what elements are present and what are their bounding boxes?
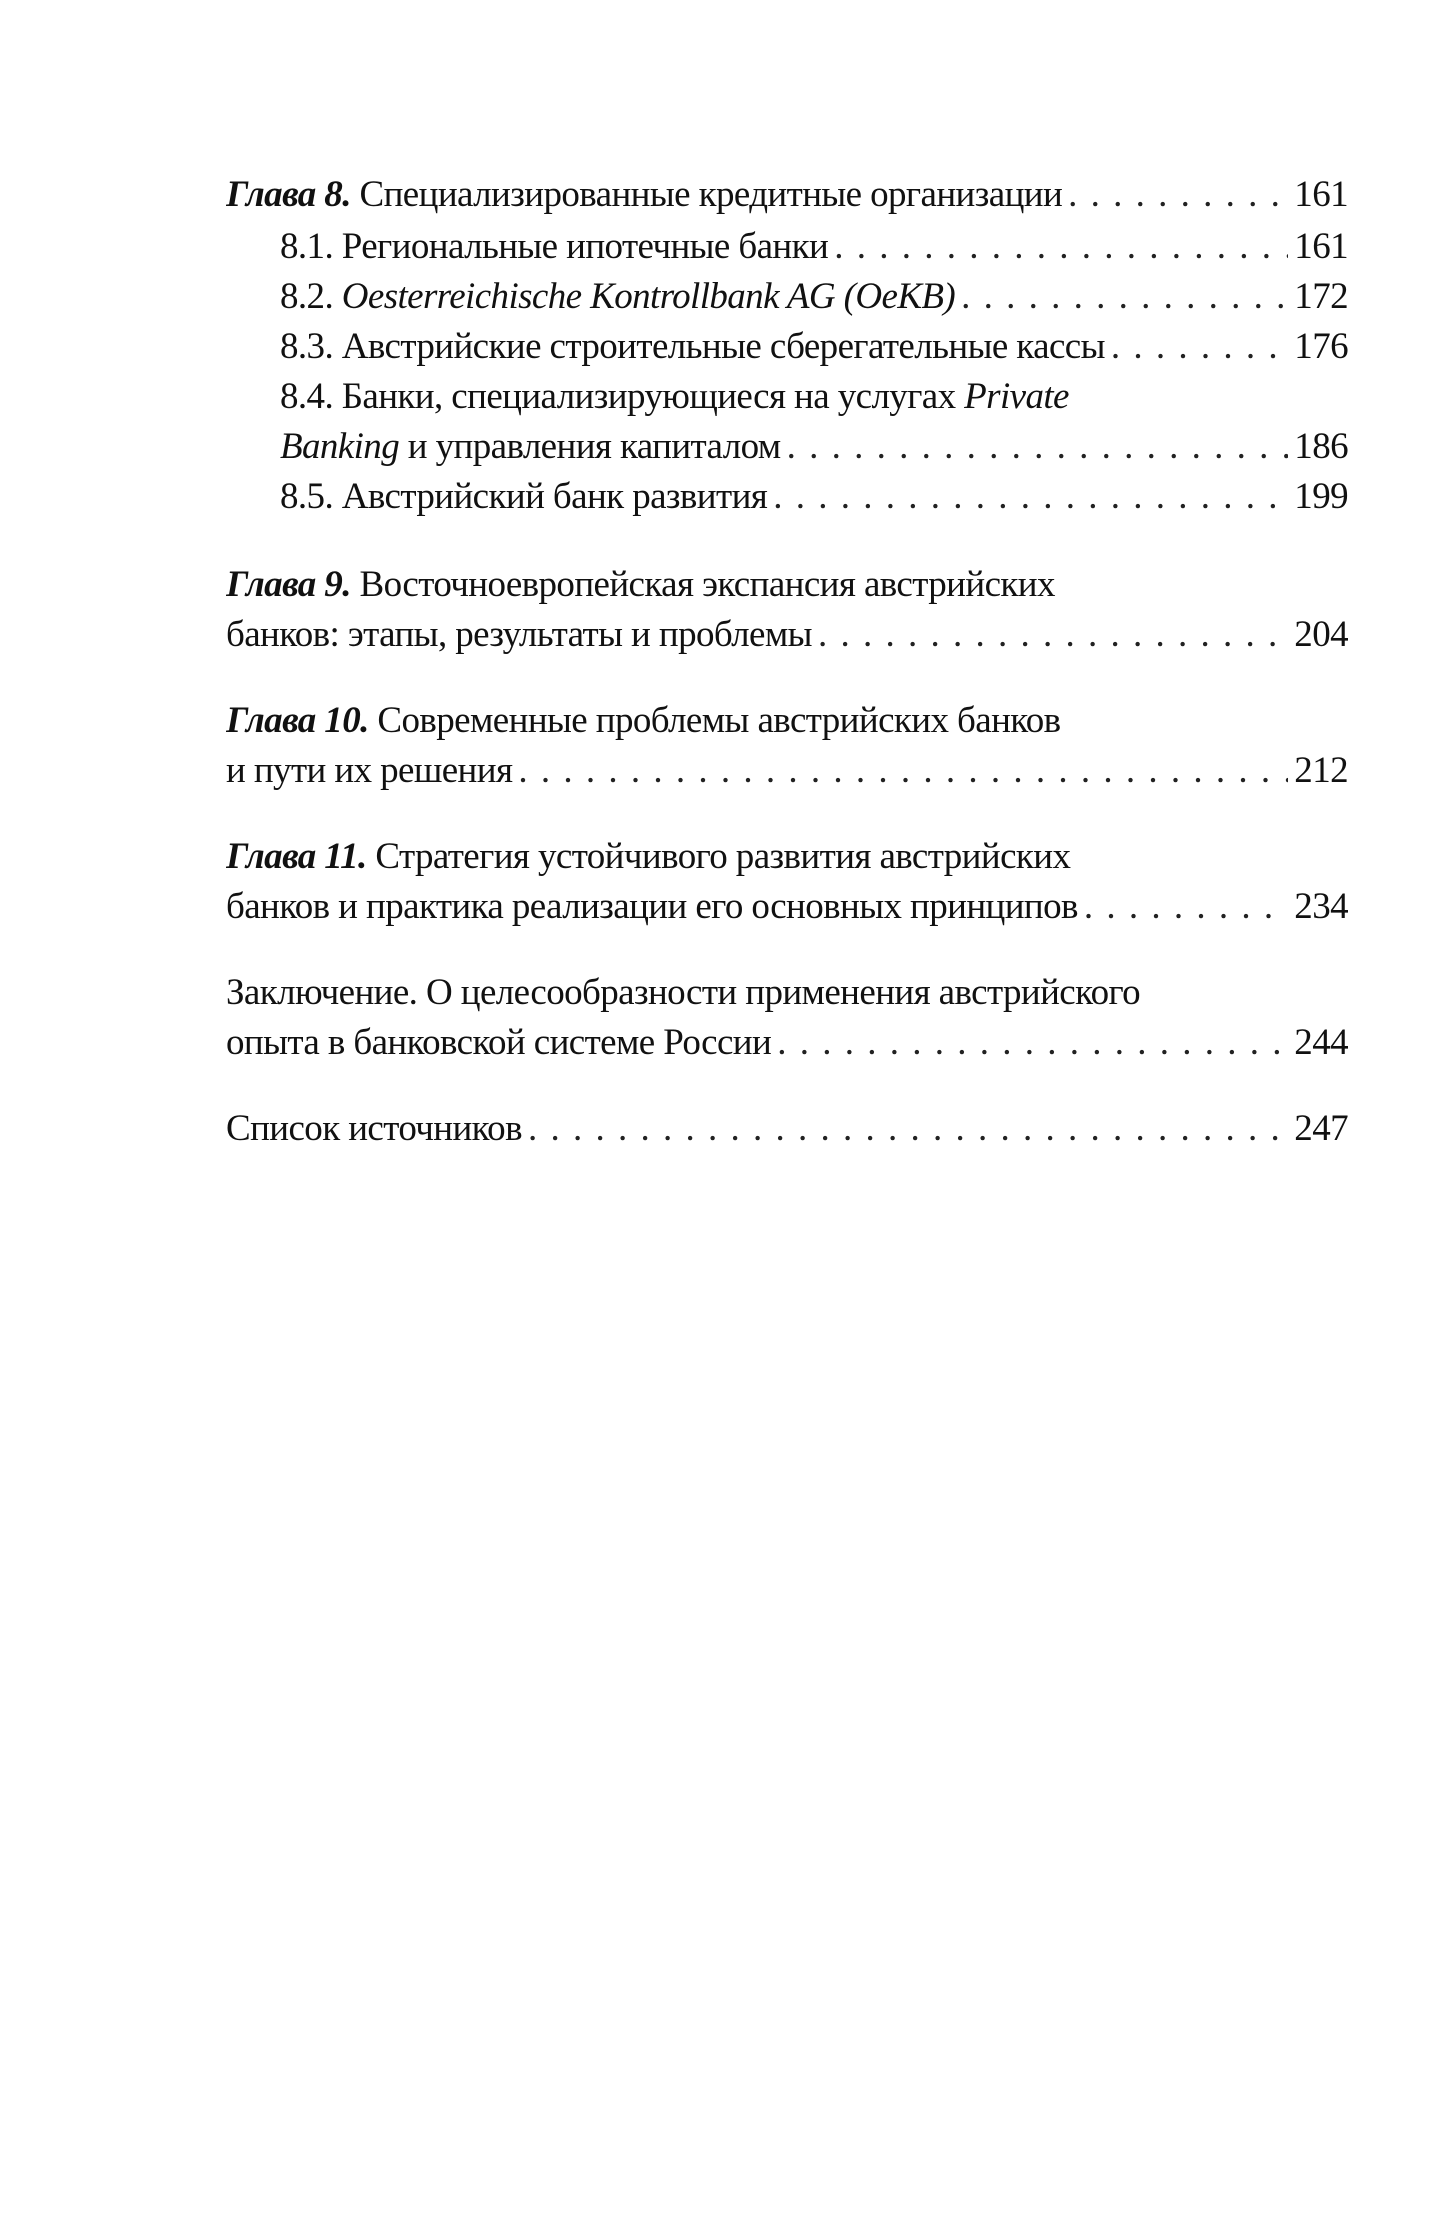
dot-leader — [1111, 322, 1288, 372]
page-number: 234 — [1294, 886, 1348, 927]
toc-entry[interactable] — [280, 472, 1348, 522]
dot-leader — [1068, 170, 1288, 220]
chapter-title: банков и практика реализации его основных принципов — [226, 886, 1078, 927]
toc-entry[interactable] — [226, 1104, 1348, 1154]
section-title: 8.4. Банки, специализирующиеся на услугах — [280, 376, 956, 417]
dot-leader — [777, 1018, 1288, 1068]
chapter-title: Восточноевропейская экспансия австрийских — [359, 564, 1055, 605]
section-number: 8.2. — [280, 276, 334, 317]
page-number: 161 — [1294, 174, 1348, 215]
section-title: и управления капиталом — [407, 426, 781, 467]
page-number: 172 — [1294, 276, 1348, 317]
page-number: 176 — [1294, 326, 1348, 367]
chapter-label: Глава 9. — [226, 564, 351, 605]
table-of-contents — [226, 170, 1348, 1190]
chapter-title: и пути их решения — [226, 750, 513, 791]
toc-entry[interactable] — [280, 322, 1348, 372]
chapter-label: Глава 8. — [226, 174, 351, 215]
page-number: 244 — [1294, 1022, 1348, 1063]
toc-entry-line2[interactable] — [280, 422, 1348, 472]
toc-sections-ch8 — [226, 222, 1348, 522]
toc-chapter-11 — [226, 832, 1348, 932]
toc-sources — [226, 1104, 1348, 1154]
chapter-label: Глава 11. — [226, 836, 367, 877]
dot-leader — [818, 610, 1288, 660]
chapter-title: Стратегия устойчивого развития австрийских — [375, 836, 1071, 877]
page-number: 212 — [1294, 750, 1348, 791]
toc-conclusion — [226, 968, 1348, 1068]
page-number: 247 — [1294, 1108, 1348, 1149]
section-title: Oesterreichische Kontrollbank AG (OeKB) — [341, 276, 956, 317]
toc-chapter-10 — [226, 696, 1348, 796]
toc-entry-line1[interactable] — [226, 968, 1348, 1018]
page-number: 161 — [1294, 226, 1348, 267]
section-title-italic: Banking — [280, 426, 400, 467]
dot-leader — [1084, 882, 1288, 932]
toc-chapter-9 — [226, 560, 1348, 660]
toc-entry[interactable] — [280, 272, 1348, 322]
toc-entry-line2[interactable] — [226, 1018, 1348, 1068]
chapter-title: Специализированные кредитные организации — [359, 174, 1063, 215]
toc-entry-line2[interactable] — [226, 610, 1348, 660]
chapter-label: Глава 10. — [226, 700, 369, 741]
conclusion-title: Заключение. О целесообразности применения австрийского — [226, 972, 1141, 1013]
toc-entry-line1[interactable] — [280, 372, 1348, 422]
section-title: 8.5. Австрийский банк развития — [280, 476, 768, 517]
dot-leader — [773, 472, 1288, 522]
page-number: 186 — [1294, 426, 1348, 467]
toc-chapter-8 — [226, 170, 1348, 220]
toc-entry-line1[interactable] — [226, 696, 1348, 746]
toc-entry[interactable] — [280, 222, 1348, 272]
dot-leader — [834, 222, 1288, 272]
dot-leader — [528, 1104, 1288, 1154]
toc-entry-line2[interactable] — [226, 882, 1348, 932]
section-title: 8.1. Региональные ипотечные банки — [280, 226, 829, 267]
toc-entry[interactable] — [226, 170, 1348, 220]
page-number: 204 — [1294, 614, 1348, 655]
sources-title: Список источников — [226, 1108, 522, 1149]
toc-entry-line2[interactable] — [226, 746, 1348, 796]
chapter-title: банков: этапы, результаты и проблемы — [226, 614, 812, 655]
chapter-title: Современные проблемы австрийских банков — [377, 700, 1061, 741]
toc-entry-line1[interactable] — [226, 832, 1348, 882]
section-title: 8.3. Австрийские строительные сберегательные кассы — [280, 326, 1105, 367]
dot-leader — [961, 272, 1288, 322]
dot-leader — [518, 746, 1288, 796]
page-number: 199 — [1294, 476, 1348, 517]
section-title-italic: Private — [964, 376, 1069, 417]
conclusion-title: опыта в банковской системе России — [226, 1022, 772, 1063]
dot-leader — [787, 422, 1289, 472]
toc-entry-line1[interactable] — [226, 560, 1348, 610]
